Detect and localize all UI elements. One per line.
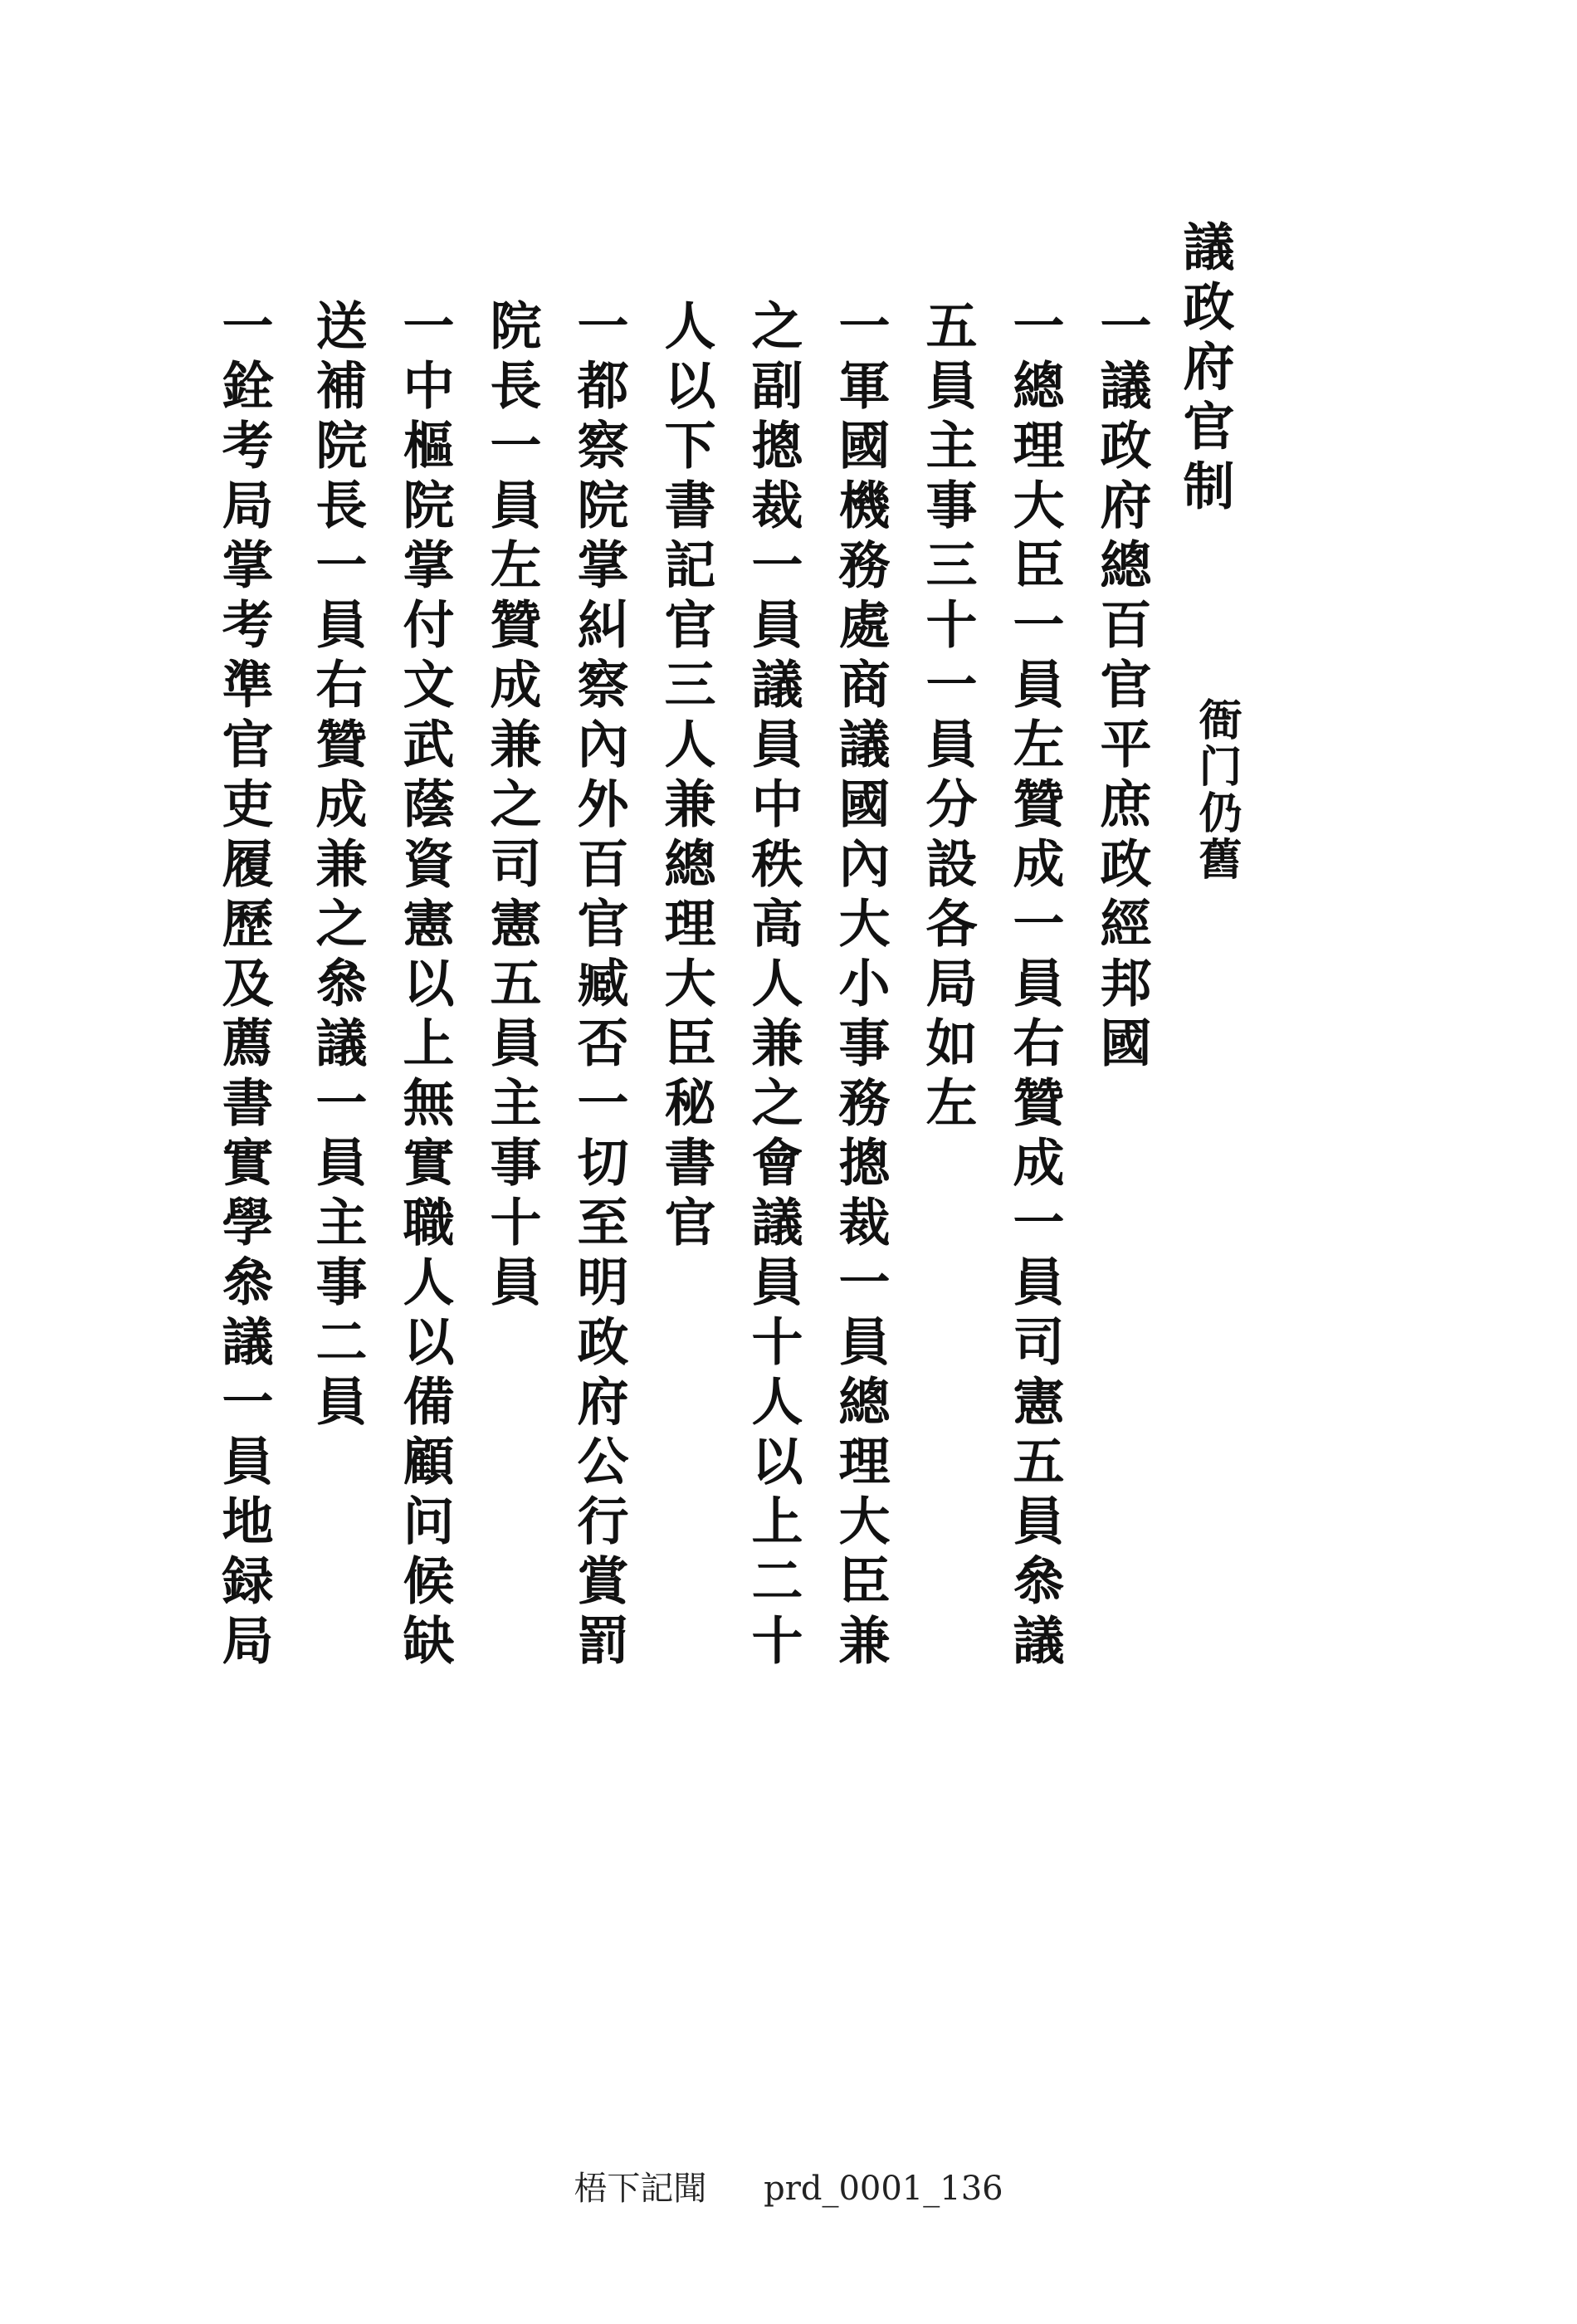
text-column-5: 之副摠裁一員議員中秩高人兼之會議員十人以上二十 (743, 299, 803, 1673)
text-column-7: 一都察院掌糾察內外百官臧否一切至明政府公行賞罰 (569, 299, 629, 1673)
text-column-11: 一銓考局掌考準官吏履歷及薦書實學叅議一員地録局 (213, 299, 274, 1673)
text-column-1: 一議政府總百官平庶政經邦國 (1091, 299, 1152, 1076)
footer-page-id: prd_0001_136 (764, 2170, 1003, 2208)
text-column-4: 一軍國機務處商議國內大小事務摠裁一員總理大臣兼 (830, 299, 891, 1673)
text-column-10: 送補院長一員右贊成兼之叅議一員主事二員 (307, 299, 368, 1434)
author-line: 衙门仍舊 (1191, 697, 1242, 883)
text-column-9: 一中樞院掌付文武蔭資憲以上無實職人以備顧问候缺 (394, 299, 455, 1673)
text-column-2: 一總理大臣一員左贊成一員右贊成一員司憲五員叅議 (1004, 299, 1065, 1673)
page-footer (0, 2162, 1577, 2209)
text-column-6: 人以下書記官三人兼總理大臣秘書官 (656, 299, 716, 1255)
text-column-8: 院長一員左贊成兼之司憲五員主事十員 (481, 299, 542, 1315)
document-title: 議政府官制 (1174, 220, 1235, 519)
footer-book-title: 梧下記聞 (574, 2170, 707, 2208)
text-column-3: 五員主事三十一員分設各局如左 (917, 299, 978, 1135)
